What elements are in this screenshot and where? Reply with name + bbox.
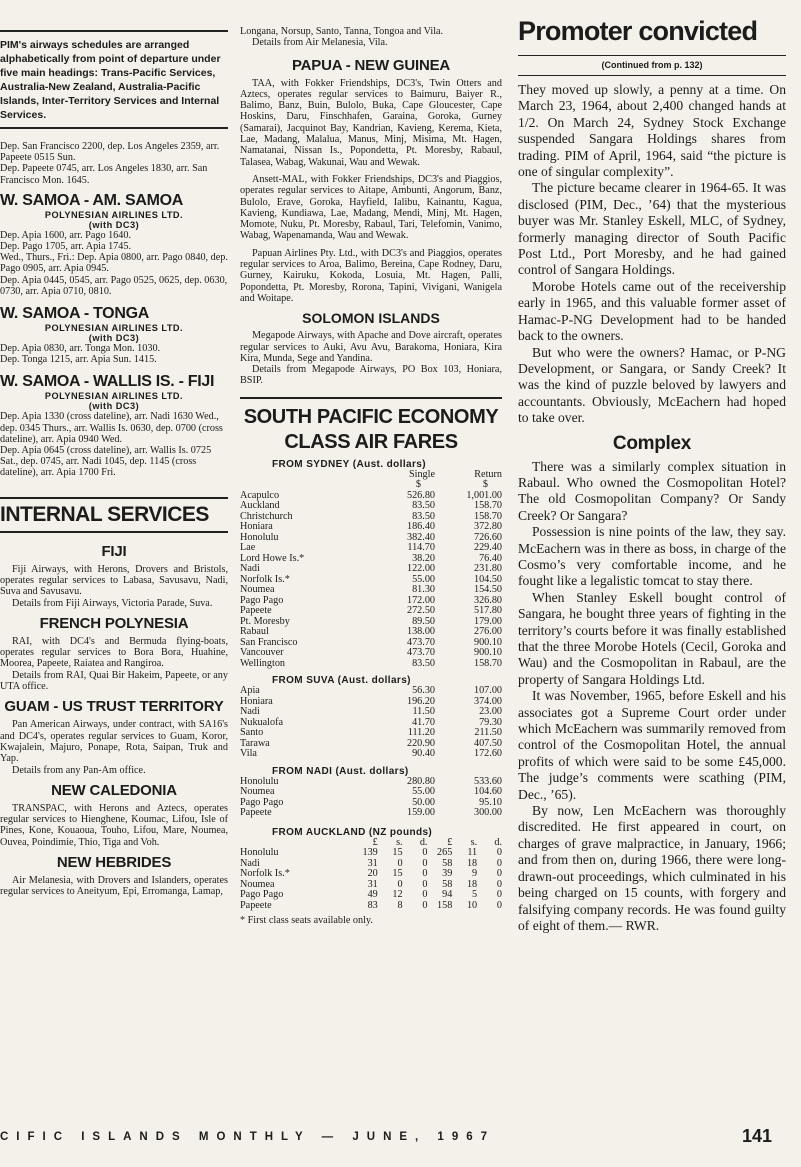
- fare-cell: 0: [422, 899, 428, 911]
- fare-cell: 272.50: [406, 605, 435, 617]
- fare-cell: 0: [496, 857, 502, 869]
- unit-label: s.: [396, 836, 403, 848]
- region-heading-fiji: FIJI: [101, 542, 127, 560]
- fares-auckland-heading: FROM AUCKLAND (NZ pounds): [272, 826, 433, 838]
- col-single-label: Single: [408, 468, 435, 480]
- fare-cell: 0: [397, 878, 403, 890]
- fare-cell: 41.70: [412, 716, 435, 728]
- fare-cell: 15: [392, 868, 403, 880]
- fare-cell: 31: [367, 857, 378, 869]
- fare-cell: 0: [422, 878, 428, 890]
- airline-name: POLYNESIAN AIRLINES LTD.: [44, 209, 184, 220]
- fares-suva-heading: FROM SUVA (Aust. dollars): [272, 675, 411, 687]
- table-row: [240, 777, 502, 788]
- fare-cell: 81.30: [412, 584, 435, 596]
- article-paragraph: When Stanley Eskell bought control of Sangara, he bought three years of fighting in the territory’s courts before it was finally established that the three Morobe Hotels (Cecil, Goroka and Wau) and the Cosmopolitan in Rabaul, are the property of Sangara Holdings Ltd.: [518, 589, 786, 687]
- destination-cell: Wellington: [240, 657, 286, 669]
- destination-cell: Papeete: [240, 899, 272, 911]
- fare-cell: 300.00: [473, 807, 502, 819]
- fare-cell: 56.30: [412, 685, 435, 697]
- region-text: Longana, Norsup, Santo, Tanna, Tongoa and Vila.: [240, 26, 444, 37]
- fare-cell: 11: [467, 847, 478, 859]
- schedule-line: Wed., Thurs., Fri.: Dep. Apia 0800, arr. Pago 0840, dep. Pago 0905, arr. Apia 0945.: [0, 252, 228, 275]
- fare-cell: 10: [466, 899, 478, 911]
- table-row: [240, 522, 502, 533]
- region-text: Papuan Airlines Pty. Ltd., with DC3's and Piaggios, operates regular services to Aroa, Balimo, Bereina, Cape Rodney, Daru, Gurney, Kairuku, Kokoda, Losuia, Mt. Hagen, Palli, Popondetta, Pt. Moresby, Rorona, Tapini, Vivigani, Wanigela and Woitape.: [240, 247, 502, 304]
- fare-cell: 20: [367, 868, 378, 880]
- schedule-line: Dep. San Francisco 2200, dep. Los Angeles 2359, arr. Papeete 0515 Sun.: [0, 141, 220, 164]
- route-heading: W. SAMOA - TONGA: [0, 305, 149, 323]
- region-text: Details from any Pan-Am office.: [12, 764, 146, 776]
- fare-cell: 533.60: [473, 775, 502, 787]
- table-row: [240, 512, 502, 523]
- airline-name: POLYNESIAN AIRLINES LTD.: [44, 391, 184, 402]
- fare-cell: 111.20: [407, 727, 435, 739]
- table-header-row: [240, 470, 502, 481]
- fare-cell: 382.40: [406, 531, 435, 543]
- fare-cell: 154.50: [473, 584, 502, 596]
- currency-label: $: [415, 479, 421, 491]
- route-heading: W. SAMOA - WALLIS IS. - FIJI: [0, 373, 215, 391]
- fare-cell: 58: [442, 878, 453, 890]
- article-headline: Promoter convicted: [518, 16, 758, 46]
- table-row: [240, 659, 502, 670]
- fare-cell: 276.00: [473, 626, 502, 638]
- article-paragraph: There was a similarly complex situation in Rabaul. Who owned the Cosmopolitan Hotel? The old Cosmopolitan Company? Or Sandy Creek? Or Sangara?: [518, 458, 786, 523]
- region-text: RAI, with DC4's and Bermuda flying-boats, operates regular services to Bora Bora, Huahine, Moorea, Papeete, Raiatea and Rangiroa.: [0, 635, 228, 670]
- fare-cell: 158: [437, 899, 453, 911]
- fare-cell: 83.50: [412, 657, 435, 669]
- table-row: [240, 798, 502, 809]
- fare-cell: 231.80: [473, 563, 502, 575]
- fare-cell: 211.50: [474, 727, 502, 739]
- fare-cell: 0: [496, 868, 502, 880]
- fare-cell: 280.80: [406, 775, 435, 787]
- fare-cell: 0: [496, 889, 502, 901]
- destination-cell: Apia: [240, 685, 260, 697]
- schedule-line: Dep. Apia 0830, arr. Tonga Mon. 1030.: [0, 343, 161, 355]
- fare-cell: 9: [472, 868, 478, 880]
- schedule-line: Dep. Tonga 1215, arr. Apia Sun. 1415.: [0, 354, 157, 366]
- fare-cell: 83: [367, 899, 378, 911]
- table-row: [240, 533, 502, 544]
- unit-label: d.: [494, 836, 502, 848]
- region-text: TRANSPAC, with Herons and Aztecs, operates regular services to Hienghene, Koumac, Lifou, Isle of Pines, Kone, Kouaoua, Touho, Lifou, Mare, Noumea, Ouvea, Poindimie, Thio, Tiga and Voh.: [0, 802, 228, 848]
- destination-cell: Norfolk Is.*: [240, 573, 290, 585]
- fares-table-suva: [240, 686, 502, 760]
- fares-heading: SOUTH PACIFIC ECONOMY CLASS AIR FARES: [243, 405, 499, 453]
- table-row: [240, 617, 502, 628]
- schedule-line: Dep. Papeete 0745, arr. Los Angeles 1830, arr. San Francisco Mon. 1645.: [0, 163, 208, 186]
- fare-cell: 196.20: [406, 695, 435, 707]
- article-paragraph: The picture became clearer in 1964-65. It was disclosed (PIM, Dec., ’64) that the mysterious buyer was Mr. Stanley Eskell, MLC, of Sydney, formerly managing director of South Pacific Post Ltd., Port Moresby, and he had gained control of Sangara Holdings.: [518, 180, 786, 278]
- destination-cell: Nadi: [240, 706, 260, 718]
- table-row: [240, 739, 502, 750]
- unit-label: s.: [470, 836, 478, 848]
- fare-cell: 83.50: [412, 500, 435, 512]
- fare-cell: 473.70: [406, 647, 435, 659]
- destination-cell: Honolulu: [240, 775, 279, 787]
- fare-cell: 0: [422, 857, 428, 869]
- destination-cell: Noumea: [240, 786, 275, 798]
- article-paragraph: By now, Len McEachern was thoroughly discredited. He first appeared in court, on charges of grave malpractice, in January, 1966; and from then on, during 1966, there were long-drawn-out proceedings, which culminated in his being charged on 15 counts, with forgery and falsifying company records. He was found guilty of eight of them.— RWR.: [518, 803, 786, 933]
- fare-cell: 0: [496, 899, 502, 911]
- fare-cell: 900.10: [473, 636, 502, 648]
- fare-cell: 526.80: [406, 489, 435, 501]
- region-text: Details from Megapode Airways, PO Box 103, Honiara, BSIP.: [240, 364, 502, 387]
- schedule-line: Dep. Apia 0445, 0545, arr. Pago 0525, 0625, dep. 0630, 0730, arr. Apia 0710, 0810.: [0, 274, 228, 297]
- fare-cell: 83.50: [412, 510, 435, 522]
- fare-cell: 1,001.00: [466, 489, 502, 501]
- fare-cell: 374.00: [473, 695, 502, 707]
- region-text: Fiji Airways, with Herons, Drovers and Bristols, operates regular services to Labasa, Savusavu, Nadi, Suva and Savusavu.: [0, 563, 228, 598]
- aircraft-note: (with DC3): [88, 401, 140, 412]
- fare-cell: 104.60: [473, 786, 502, 798]
- fare-cell: 0: [422, 868, 428, 880]
- fare-cell: 0: [496, 878, 502, 890]
- destination-cell: Nadi: [240, 857, 260, 869]
- fare-cell: 158.70: [473, 500, 502, 512]
- region-text: Air Melanesia, with Drovers and Islanders, operates regular services to Aneityum, Epi, Erromanga, Lamap,: [0, 875, 228, 898]
- destination-cell: Lae: [240, 542, 256, 554]
- destination-cell: Papeete: [240, 605, 272, 617]
- region-heading-png: PAPUA - NEW GUINEA: [291, 56, 451, 74]
- destination-cell: Honolulu: [240, 531, 279, 543]
- table-row: [240, 901, 502, 912]
- fare-cell: 186.40: [406, 521, 435, 533]
- region-heading-new-caledonia: NEW CALEDONIA: [51, 781, 177, 799]
- fares-table-auckland: [240, 838, 502, 912]
- destination-cell: Pago Pago: [240, 796, 284, 808]
- article-paragraph: Possession is nine points of the law, they say. McEachern was in there as boss, in charge of the Cosmo’s very comfortable income, and he fought like a legalistic tomcat to stay there.: [518, 524, 786, 589]
- airline-name: POLYNESIAN AIRLINES LTD.: [44, 323, 184, 334]
- currency-label: $: [482, 479, 488, 491]
- fare-cell: 114.70: [407, 542, 435, 554]
- table-row: [240, 697, 502, 708]
- destination-cell: Noumea: [240, 878, 275, 890]
- table-row: [240, 749, 502, 760]
- unit-label: £: [447, 836, 453, 848]
- article-paragraph: It was November, 1965, before Eskell and his associates got a Supreme Court order under which McEachern was summarily removed from control of the Cosmopolitan Hotel, the annual profits of which were said to be some £45,000. The judge’s comments were scathing (PIM, Dec., ’65).: [518, 688, 786, 802]
- destination-cell: Pago Pago: [240, 594, 284, 606]
- article-paragraph: Morobe Hotels came out of the receivership early in 1965, and this valuable former asset of Hamac-P-NG Development had to be handed back to the owners.: [518, 278, 786, 344]
- destination-cell: Honolulu: [240, 847, 279, 859]
- schedule-line: Dep. Apia 1600, arr. Pago 1640.: [0, 229, 132, 241]
- fare-cell: 55.00: [412, 573, 435, 585]
- region-heading-solomon: SOLOMON ISLANDS: [302, 310, 440, 327]
- destination-cell: Nukualofa: [240, 716, 283, 728]
- table-row: [240, 554, 502, 565]
- fare-cell: 179.00: [473, 615, 502, 627]
- fare-cell: 159.00: [406, 807, 435, 819]
- fare-cell: 23.00: [479, 706, 502, 718]
- destination-cell: San Francisco: [240, 636, 298, 648]
- region-heading-french-polynesia: FRENCH POLYNESIA: [39, 614, 189, 632]
- table-row: [240, 728, 502, 739]
- table-row: [240, 686, 502, 697]
- fare-cell: 18: [466, 878, 478, 890]
- fare-cell: 265: [437, 847, 453, 859]
- fare-cell: 50.00: [412, 796, 435, 808]
- fare-cell: 107.00: [473, 685, 502, 697]
- fares-table-nadi: [240, 777, 502, 819]
- fare-cell: 726.60: [473, 531, 502, 543]
- fare-cell: 220.90: [406, 737, 435, 749]
- internal-services-heading: INTERNAL SERVICES: [0, 502, 209, 526]
- region-text: TAA, with Fokker Friendships, DC3's, Twin Otters and Aztecs, operates regular services to Baimuru, Baiyer R., Balimo, Banz, Buin, Bulolo, Buka, Cape Gloucester, Cape Hoskins, Daru, Finschhafen, Garaina, Goroka, Gurney (Samarai), Jacquinot Bay, Kandrian, Kavieng, Kerema, Kieta, Lae, Madang, Malalua, Manus, Minj, Misima, Mt. Hagen, Namatanai, Nissan Is., Popondetta, Pt. Moresby, Rabaul, Talasea, Wabag, Wakunai, Wau and Wewak.: [240, 77, 502, 168]
- destination-cell: Rabaul: [240, 626, 269, 638]
- destination-cell: Christchurch: [240, 510, 293, 522]
- region-text: Details from Fiji Airways, Victoria Parade, Suva.: [12, 597, 213, 609]
- destination-cell: Lord Howe Is.*: [240, 552, 305, 564]
- region-heading-guam: GUAM - US TRUST TERRITORY: [4, 698, 224, 716]
- table-row: [240, 596, 502, 607]
- fare-cell: 55.00: [412, 786, 435, 798]
- destination-cell: Pt. Moresby: [240, 615, 290, 627]
- destination-cell: Auckland: [240, 500, 280, 512]
- aircraft-note: (with DC3): [88, 219, 140, 230]
- schedule-line: Dep. Pago 1705, arr. Apia 1745.: [0, 241, 132, 253]
- table-row: [240, 718, 502, 729]
- table-row: [240, 808, 502, 819]
- destination-cell: Noumea: [240, 584, 275, 596]
- fare-cell: 12: [392, 889, 403, 901]
- schedule-line: Dep. Apia 0645 (cross dateline), arr. Wallis Is. 0725 Sat., dep. 0745, arr. Nadi 1045, dep. 1145 (cross dateline), arr. Apia 1700 Fri.: [0, 445, 212, 479]
- fare-cell: 326.80: [473, 594, 502, 606]
- fare-cell: 138.00: [406, 626, 435, 638]
- destination-cell: Norfolk Is.*: [240, 868, 290, 880]
- region-text: Pan American Airways, under contract, with SA16's and DC4's, operates regular services to Guam, Koror, Kwajalein, Majuro, Ponape, Rota, Saipan, Truk and Yap.: [0, 719, 228, 765]
- fares-sydney-heading: FROM SYDNEY (Aust. dollars): [272, 458, 426, 470]
- column-left: [0, 0, 228, 898]
- page-footer: CIFIC ISLANDS MONTHLY — JUNE, 1967: [0, 1131, 496, 1143]
- fare-cell: 172.60: [473, 748, 502, 760]
- fare-cell: 104.50: [473, 573, 502, 585]
- fare-cell: 58: [442, 857, 453, 869]
- fare-cell: 0: [397, 857, 403, 869]
- destination-cell: Vila: [240, 748, 257, 760]
- fare-cell: 90.40: [412, 748, 435, 760]
- aircraft-note: (with DC3): [88, 333, 140, 344]
- fare-cell: 158.70: [473, 657, 502, 669]
- article-subhead: Complex: [612, 432, 692, 454]
- unit-label: £: [372, 836, 378, 848]
- fare-cell: 172.00: [406, 594, 435, 606]
- fare-cell: 473.70: [406, 636, 435, 648]
- destination-cell: Vancouver: [240, 647, 284, 659]
- table-header-row: [240, 480, 502, 491]
- intro-text: PIM's airways schedules are arranged alphabetically from point of departure under five main headings: Trans-Pacific Services, Australia-New Zealand, Australia-Pacific Islands, Inter-Territory Services and Internal Services.: [0, 39, 221, 121]
- fare-cell: 49: [367, 889, 378, 901]
- schedule-line: Dep. Apia 1330 (cross dateline), arr. Nadi 1630 Wed., dep. 0345 Thurs., arr. Wallis Is. 0630, dep. 0700 (cross dateline), arr. Apia 0940 Wed.: [0, 411, 223, 445]
- fare-cell: 31: [367, 878, 378, 890]
- fare-cell: 15: [392, 847, 403, 859]
- fare-cell: 79.30: [479, 716, 502, 728]
- fares-footnote: * First class seats available only.: [240, 915, 373, 927]
- region-text: Details from Air Melanesia, Vila.: [252, 37, 388, 49]
- page-number: 141: [742, 1126, 773, 1146]
- fare-cell: 89.50: [412, 615, 435, 627]
- fare-cell: 0: [422, 847, 428, 859]
- fare-cell: 39: [442, 868, 453, 880]
- destination-cell: Papeete: [240, 807, 272, 819]
- destination-cell: Tarawa: [240, 737, 270, 749]
- fare-cell: 372.80: [473, 521, 502, 533]
- region-text: Ansett-MAL, with Fokker Friendships, DC3's and Piaggios, operates regular services to Aitape, Ambunti, Angorum, Banz, Bulolo, Erave, Goroka, Hayfield, Ialibu, Kainantu, Kagua, Kavieng, Kundiawa, Lae, Madang, Mendi, Minj, Mt. Hagen, Momote, Nuku, Pt. Moresby, Rabaul, Tari, Telefomin, Vanimo, Wabag, Wapenamanda, Wau and Wewak.: [240, 173, 502, 242]
- fare-cell: 95.10: [479, 796, 502, 808]
- fare-cell: 229.40: [473, 542, 502, 554]
- column-right: [518, 0, 786, 934]
- fares-table-sydney: [240, 470, 502, 670]
- fare-cell: 158.70: [473, 510, 502, 522]
- fares-nadi-heading: FROM NADI (Aust. dollars): [272, 765, 409, 777]
- continued-note: (Continued from p. 132): [601, 60, 703, 70]
- destination-cell: Honiara: [240, 695, 273, 707]
- fare-cell: 8: [397, 899, 403, 911]
- region-text: Megapode Airways, with Apache and Dove aircraft, operates regular services to Auki, Avu Avu, Barakoma, Honiara, Kira Kira, Munda, Sege and Yandina.: [240, 330, 502, 364]
- fare-cell: 18: [466, 857, 478, 869]
- fare-cell: 11.50: [412, 706, 435, 718]
- fare-cell: 0: [422, 889, 428, 901]
- unit-label: d.: [419, 836, 428, 848]
- fare-cell: 94: [442, 889, 453, 901]
- route-heading: W. SAMOA - AM. SAMOA: [0, 191, 184, 209]
- fare-cell: 76.40: [479, 552, 502, 564]
- region-text: Details from RAI, Quai Bir Hakeim, Papeete, or any UTA office.: [0, 669, 228, 693]
- col-return-label: Return: [474, 468, 502, 480]
- fare-cell: 139: [362, 847, 378, 859]
- fare-cell: 38.20: [412, 552, 435, 564]
- fare-cell: 407.50: [473, 737, 502, 749]
- destination-cell: Honiara: [240, 521, 273, 533]
- destination-cell: Santo: [240, 727, 264, 739]
- article-paragraph: They moved up slowly, a penny at a time. On March 23, 1964, about 2,400 changed hands at 1/2. On March 24, Sydney Stock Exchange suspended Sangara Holdings shares from trading. PIM of April, 1964, said “the picture is one of singular complexity”.: [518, 82, 786, 180]
- column-middle: [240, 0, 502, 926]
- destination-cell: Acapulco: [240, 489, 280, 501]
- fare-cell: 0: [496, 847, 502, 859]
- article-paragraph: But who were the owners? Hamac, or P-NG Development, or Sangara, or Sandy Creek? It was the kind of puzzle beloved by lawyers and accountants. Obviously, McEachern had hoped to take over.: [518, 344, 786, 426]
- fare-cell: 900.10: [473, 647, 502, 659]
- destination-cell: Pago Pago: [240, 889, 284, 901]
- fare-cell: 5: [472, 889, 478, 901]
- destination-cell: Nadi: [240, 563, 260, 575]
- region-heading-new-hebrides: NEW HEBRIDES: [56, 854, 172, 871]
- fare-cell: 122.00: [406, 563, 435, 575]
- fare-cell: 517.80: [473, 605, 502, 617]
- table-row: [240, 575, 502, 586]
